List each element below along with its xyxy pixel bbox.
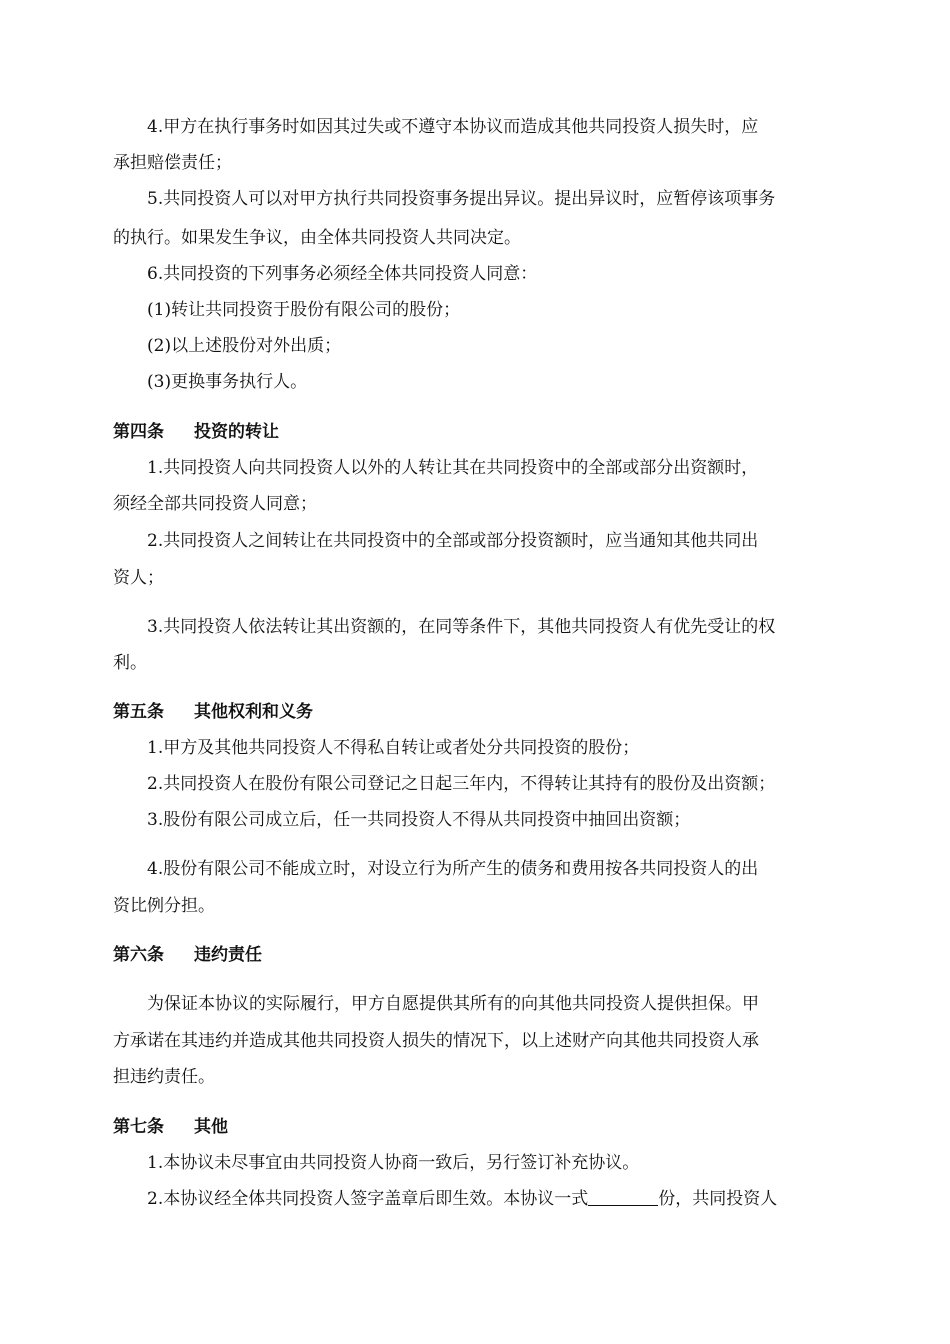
paragraph-line: 6.共同投资的下列事务必须经全体共同投资人同意：: [147, 264, 538, 284]
paragraph-line: 担违约责任。: [113, 1067, 215, 1087]
section-number: 第五条: [113, 702, 164, 722]
section-title: 违约责任: [194, 945, 262, 965]
text-segment: 份，共同投资人: [658, 1189, 778, 1209]
paragraph-line: 资比例分担。: [113, 896, 215, 916]
section-title: 投资的转让: [194, 422, 279, 442]
paragraph-line: 须经全部共同投资人同意；: [113, 494, 317, 514]
section-heading: [113, 420, 279, 444]
section-heading: [113, 700, 313, 724]
section-number: 第六条: [113, 945, 164, 965]
paragraph-line: 4.股份有限公司不能成立时，对设立行为所产生的债务和费用按各共同投资人的出: [147, 859, 759, 879]
paragraph-line: 资人；: [113, 568, 164, 588]
section-heading: [113, 943, 262, 967]
paragraph-line: 利。: [113, 653, 147, 673]
list-item: (1)转让共同投资于股份有限公司的股份；: [147, 300, 461, 320]
paragraph-line: 4.甲方在执行事务时如因其过失或不遵守本协议而造成其他共同投资人损失时，应: [147, 117, 759, 137]
section-title: 其他权利和义务: [194, 702, 313, 722]
paragraph-line: 为保证本协议的实际履行，甲方自愿提供其所有的向其他共同投资人提供担保。甲: [147, 994, 759, 1014]
paragraph-line: 3.共同投资人依法转让其出资额的，在同等条件下，其他共同投资人有优先受让的权: [147, 617, 776, 637]
paragraph-line: 1.共同投资人向共同投资人以外的人转让其在共同投资中的全部或部分出资额时，: [147, 458, 759, 478]
section-number: 第四条: [113, 422, 164, 442]
paragraph-line: 1.本协议未尽事宜由共同投资人协商一致后，另行签订补充协议。: [147, 1153, 640, 1173]
paragraph-line: [147, 1187, 777, 1211]
section-title: 其他: [194, 1117, 228, 1137]
paragraph-line: 2.共同投资人在股份有限公司登记之日起三年内，不得转让其持有的股份及出资额；: [147, 774, 776, 794]
list-item: (2)以上述股份对外出质；: [147, 336, 342, 356]
paragraph-line: 3.股份有限公司成立后，任一共同投资人不得从共同投资中抽回出资额；: [147, 810, 691, 830]
paragraph-line: 的执行。如果发生争议，由全体共同投资人共同决定。: [113, 228, 521, 248]
paragraph-line: 5.共同投资人可以对甲方执行共同投资事务提出异议。提出异议时，应暂停该项事务: [147, 189, 776, 209]
section-heading: [113, 1115, 228, 1139]
paragraph-line: 1.甲方及其他共同投资人不得私自转让或者处分共同投资的股份；: [147, 738, 640, 758]
paragraph-line: 承担赔偿责任；: [113, 153, 232, 173]
fill-in-blank[interactable]: [588, 1187, 658, 1206]
text-segment: 2.本协议经全体共同投资人签字盖章后即生效。本协议一式: [147, 1189, 589, 1209]
section-number: 第七条: [113, 1117, 164, 1137]
paragraph-line: 2.共同投资人之间转让在共同投资中的全部或部分投资额时，应当通知其他共同出: [147, 531, 759, 551]
list-item: (3)更换事务执行人。: [147, 372, 308, 392]
paragraph-line: 方承诺在其违约并造成其他共同投资人损失的情况下，以上述财产向其他共同投资人承: [113, 1031, 759, 1051]
